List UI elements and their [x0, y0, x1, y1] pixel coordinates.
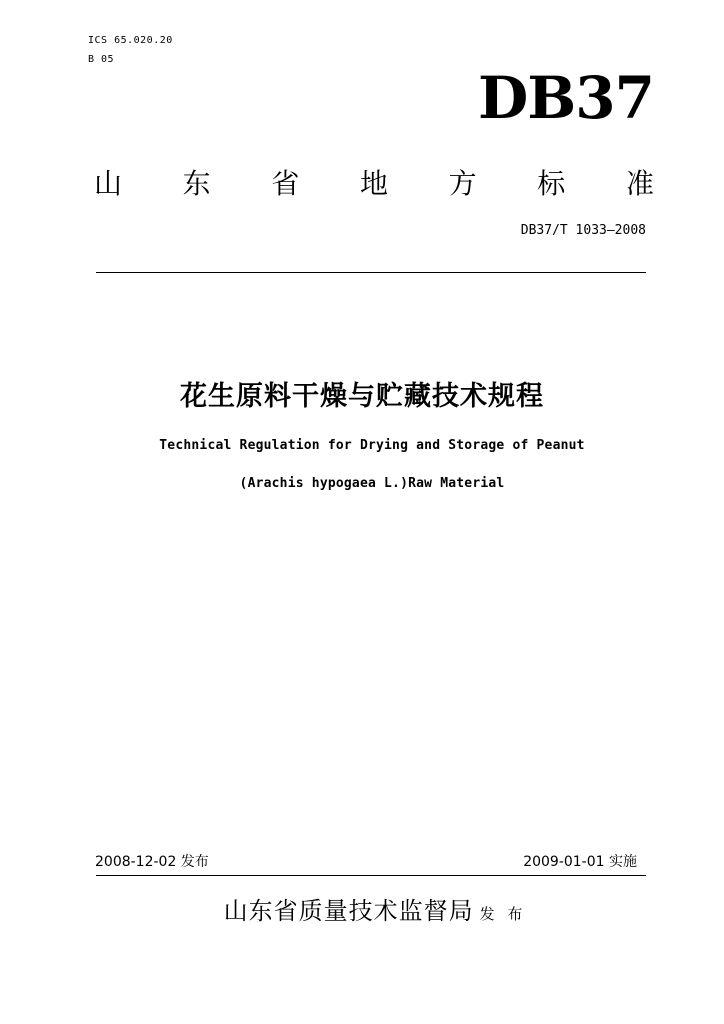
issuer-name: 山东省质量技术监督局: [223, 897, 474, 925]
category-char: 方: [448, 167, 477, 200]
title-english-line-2: (Arachis hypogaea L.)Raw Material: [239, 476, 505, 491]
issue-date: 2008-12-02 发布: [95, 854, 209, 870]
ics-code: ICS 65.020.20: [88, 35, 173, 46]
category-char: 山: [94, 167, 123, 200]
issuer: [0, 895, 724, 927]
category-char: 地: [359, 167, 388, 200]
issuer-action: 发 布: [479, 905, 527, 923]
category-char: 标: [537, 167, 566, 200]
category-char: 东: [182, 167, 211, 200]
category-char: 准: [625, 167, 654, 200]
header-divider: [96, 272, 646, 273]
category-char: 省: [271, 167, 300, 200]
title-chinese: 花生原料干燥与贮藏技术规程: [180, 381, 544, 412]
title-english-line-1: Technical Regulation for Drying and Storage of Peanut: [159, 438, 585, 453]
ccs-code: B 05: [88, 54, 115, 65]
footer-divider: [96, 875, 646, 876]
implementation-date: 2009-01-01 实施: [523, 854, 637, 870]
standard-code-mark: DB37: [477, 64, 654, 132]
standard-category: [94, 166, 654, 202]
standard-number: DB37/T 1033—2008: [520, 223, 646, 238]
